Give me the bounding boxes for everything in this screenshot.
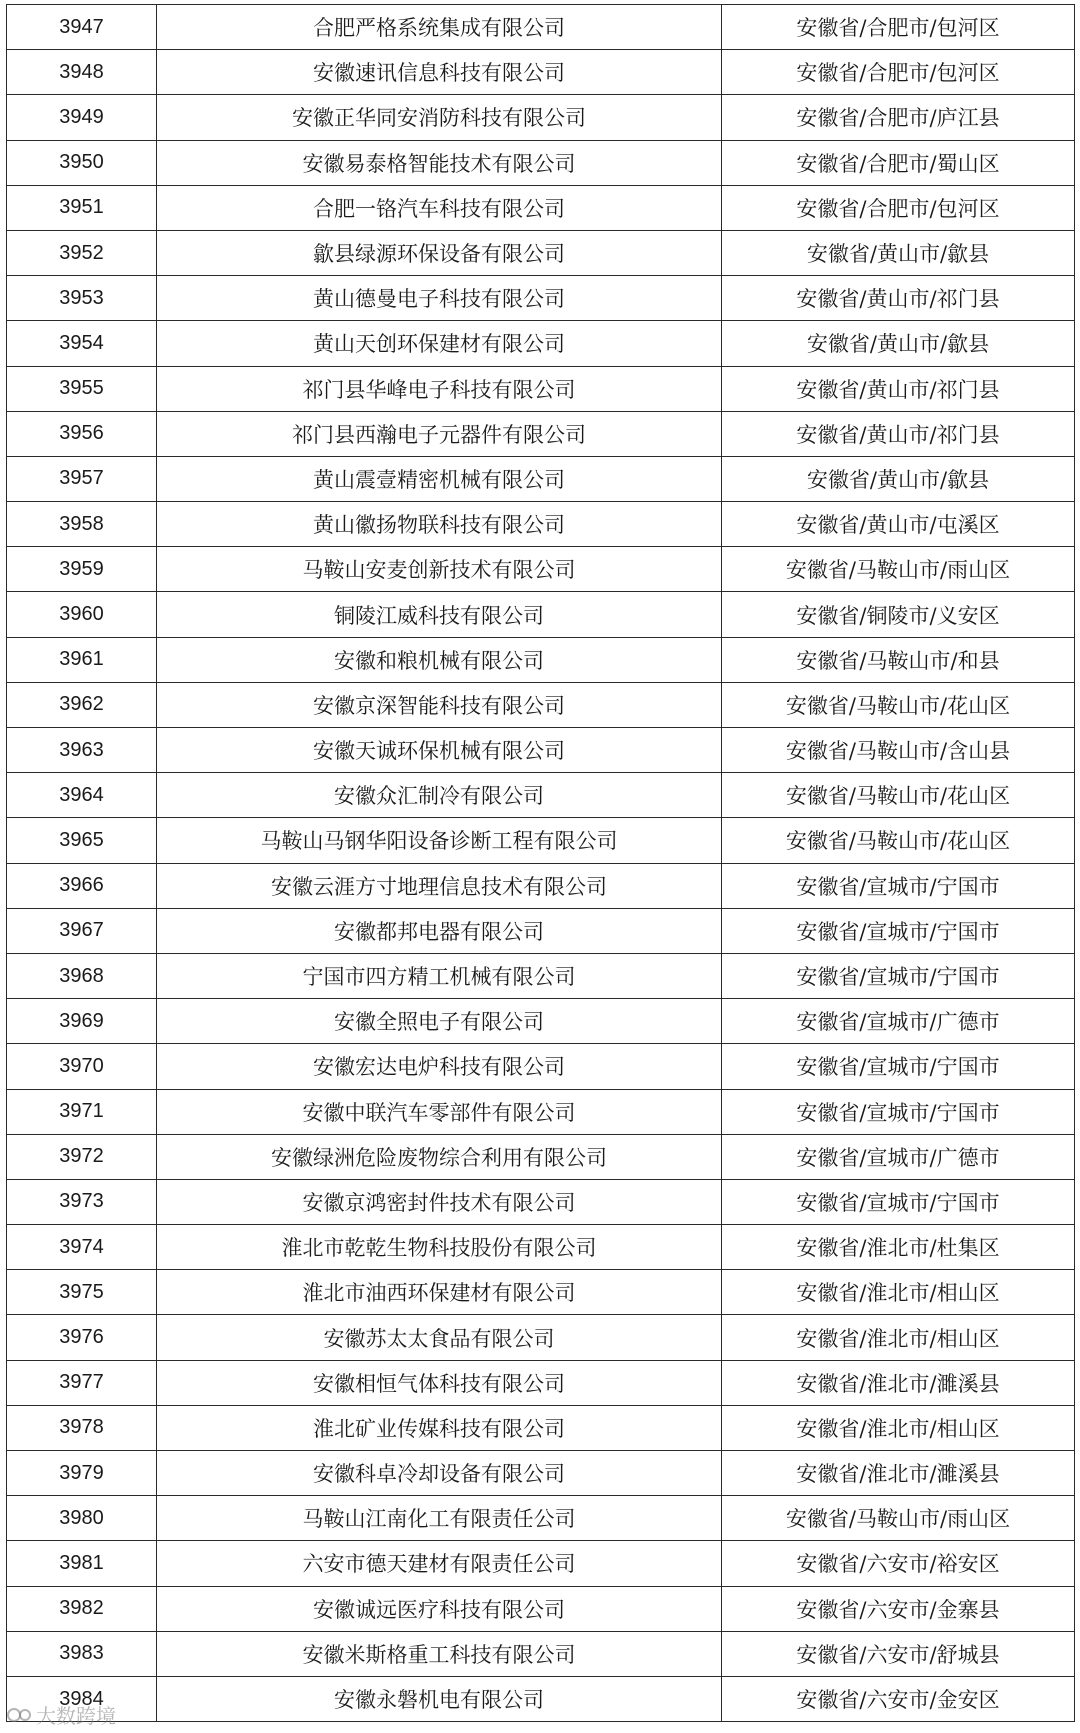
row-number-cell: 3966 (7, 863, 157, 908)
table-row (7, 185, 1075, 230)
table-row (7, 818, 1075, 863)
row-number-cell: 3947 (7, 5, 157, 50)
row-number-cell: 3973 (7, 1179, 157, 1224)
row-number-cell: 3963 (7, 728, 157, 773)
table-row (7, 1541, 1075, 1586)
company-name-cell: 马鞍山江南化工有限责任公司 (157, 1496, 722, 1541)
company-name-cell: 铜陵江威科技有限公司 (157, 592, 722, 637)
company-table (6, 4, 1075, 1722)
row-number-cell: 3952 (7, 230, 157, 275)
location-cell: 安徽省/马鞍山市/花山区 (722, 682, 1075, 727)
company-name-cell: 安徽正华同安消防科技有限公司 (157, 95, 722, 140)
company-name-cell: 宁国市四方精工机械有限公司 (157, 953, 722, 998)
company-name-cell: 安徽相恒气体科技有限公司 (157, 1360, 722, 1405)
company-name-cell: 安徽和粮机械有限公司 (157, 637, 722, 682)
row-number-cell: 3948 (7, 50, 157, 95)
table-row (7, 1360, 1075, 1405)
location-cell: 安徽省/淮北市/濉溪县 (722, 1451, 1075, 1496)
location-cell: 安徽省/黄山市/祁门县 (722, 276, 1075, 321)
table-row (7, 456, 1075, 501)
row-number-cell: 3980 (7, 1496, 157, 1541)
location-cell: 安徽省/宣城市/广德市 (722, 1134, 1075, 1179)
location-cell: 安徽省/合肥市/包河区 (722, 5, 1075, 50)
row-number-cell: 3959 (7, 547, 157, 592)
table-row (7, 1225, 1075, 1270)
location-cell: 安徽省/合肥市/包河区 (722, 50, 1075, 95)
table-row (7, 411, 1075, 456)
table-row (7, 502, 1075, 547)
table-row (7, 1586, 1075, 1631)
company-name-cell: 黄山震壹精密机械有限公司 (157, 456, 722, 501)
location-cell: 安徽省/合肥市/庐江县 (722, 95, 1075, 140)
table-row (7, 1451, 1075, 1496)
location-cell: 安徽省/马鞍山市/花山区 (722, 773, 1075, 818)
table-row (7, 1496, 1075, 1541)
row-number-cell: 3956 (7, 411, 157, 456)
table-row (7, 592, 1075, 637)
table-row (7, 1134, 1075, 1179)
row-number-cell: 3975 (7, 1270, 157, 1315)
table-row (7, 321, 1075, 366)
row-number-cell: 3951 (7, 185, 157, 230)
location-cell: 安徽省/宣城市/宁国市 (722, 863, 1075, 908)
company-name-cell: 马鞍山马钢华阳设备诊断工程有限公司 (157, 818, 722, 863)
table-row (7, 140, 1075, 185)
location-cell: 安徽省/宣城市/宁国市 (722, 1179, 1075, 1224)
location-cell: 安徽省/黄山市/歙县 (722, 321, 1075, 366)
company-name-cell: 安徽米斯格重工科技有限公司 (157, 1631, 722, 1676)
company-name-cell: 黄山徽扬物联科技有限公司 (157, 502, 722, 547)
location-cell: 安徽省/宣城市/广德市 (722, 999, 1075, 1044)
table-row (7, 999, 1075, 1044)
row-number-cell: 3970 (7, 1044, 157, 1089)
table-row (7, 5, 1075, 50)
company-name-cell: 安徽京鸿密封件技术有限公司 (157, 1179, 722, 1224)
table-row (7, 547, 1075, 592)
row-number-cell: 3954 (7, 321, 157, 366)
location-cell: 安徽省/马鞍山市/含山县 (722, 728, 1075, 773)
company-name-cell: 合肥一铬汽车科技有限公司 (157, 185, 722, 230)
row-number-cell: 3967 (7, 908, 157, 953)
company-name-cell: 歙县绿源环保设备有限公司 (157, 230, 722, 275)
table-row (7, 366, 1075, 411)
company-name-cell: 安徽科卓冷却设备有限公司 (157, 1451, 722, 1496)
company-name-cell: 安徽众汇制冷有限公司 (157, 773, 722, 818)
location-cell: 安徽省/马鞍山市/雨山区 (722, 1496, 1075, 1541)
row-number-cell: 3982 (7, 1586, 157, 1631)
row-number-cell: 3960 (7, 592, 157, 637)
company-name-cell: 淮北矿业传媒科技有限公司 (157, 1405, 722, 1450)
company-name-cell: 黄山德曼电子科技有限公司 (157, 276, 722, 321)
company-name-cell: 安徽宏达电炉科技有限公司 (157, 1044, 722, 1089)
company-name-cell: 祁门县华峰电子科技有限公司 (157, 366, 722, 411)
location-cell: 安徽省/淮北市/相山区 (722, 1270, 1075, 1315)
row-number-cell: 3950 (7, 140, 157, 185)
row-number-cell: 3978 (7, 1405, 157, 1450)
table-row (7, 863, 1075, 908)
company-name-cell: 安徽诚远医疗科技有限公司 (157, 1586, 722, 1631)
location-cell: 安徽省/合肥市/包河区 (722, 185, 1075, 230)
row-number-cell: 3964 (7, 773, 157, 818)
table-row (7, 1315, 1075, 1360)
row-number-cell: 3972 (7, 1134, 157, 1179)
location-cell: 安徽省/黄山市/屯溪区 (722, 502, 1075, 547)
location-cell: 安徽省/宣城市/宁国市 (722, 1044, 1075, 1089)
row-number-cell: 3979 (7, 1451, 157, 1496)
company-name-cell: 安徽中联汽车零部件有限公司 (157, 1089, 722, 1134)
location-cell: 安徽省/宣城市/宁国市 (722, 908, 1075, 953)
location-cell: 安徽省/马鞍山市/花山区 (722, 818, 1075, 863)
company-name-cell: 安徽都邦电器有限公司 (157, 908, 722, 953)
row-number-cell: 3976 (7, 1315, 157, 1360)
location-cell: 安徽省/马鞍山市/雨山区 (722, 547, 1075, 592)
table-row (7, 1676, 1075, 1721)
table-row (7, 230, 1075, 275)
location-cell: 安徽省/六安市/金寨县 (722, 1586, 1075, 1631)
row-number-cell: 3961 (7, 637, 157, 682)
company-name-cell: 安徽永磐机电有限公司 (157, 1676, 722, 1721)
location-cell: 安徽省/黄山市/祁门县 (722, 366, 1075, 411)
location-cell: 安徽省/淮北市/相山区 (722, 1405, 1075, 1450)
row-number-cell: 3981 (7, 1541, 157, 1586)
company-name-cell: 淮北市乾乾生物科技股份有限公司 (157, 1225, 722, 1270)
row-number-cell: 3953 (7, 276, 157, 321)
location-cell: 安徽省/黄山市/歙县 (722, 230, 1075, 275)
company-name-cell: 安徽易泰格智能技术有限公司 (157, 140, 722, 185)
location-cell: 安徽省/黄山市/歙县 (722, 456, 1075, 501)
company-name-cell: 淮北市油西环保建材有限公司 (157, 1270, 722, 1315)
row-number-cell: 3971 (7, 1089, 157, 1134)
company-name-cell: 祁门县西瀚电子元器件有限公司 (157, 411, 722, 456)
company-name-cell: 安徽全照电子有限公司 (157, 999, 722, 1044)
row-number-cell: 3969 (7, 999, 157, 1044)
table-row (7, 773, 1075, 818)
location-cell: 安徽省/黄山市/祁门县 (722, 411, 1075, 456)
location-cell: 安徽省/淮北市/杜集区 (722, 1225, 1075, 1270)
company-name-cell: 安徽绿洲危险废物综合利用有限公司 (157, 1134, 722, 1179)
table-row (7, 728, 1075, 773)
location-cell: 安徽省/宣城市/宁国市 (722, 953, 1075, 998)
table-row (7, 276, 1075, 321)
row-number-cell: 3955 (7, 366, 157, 411)
row-number-cell: 3977 (7, 1360, 157, 1405)
row-number-cell: 3957 (7, 456, 157, 501)
location-cell: 安徽省/六安市/裕安区 (722, 1541, 1075, 1586)
row-number-cell: 3962 (7, 682, 157, 727)
table-row (7, 637, 1075, 682)
table-row (7, 1044, 1075, 1089)
table-row (7, 682, 1075, 727)
company-name-cell: 黄山天创环保建材有限公司 (157, 321, 722, 366)
company-name-cell: 马鞍山安麦创新技术有限公司 (157, 547, 722, 592)
company-name-cell: 合肥严格系统集成有限公司 (157, 5, 722, 50)
table-row (7, 95, 1075, 140)
row-number-cell: 3968 (7, 953, 157, 998)
row-number-cell: 3984 (7, 1676, 157, 1721)
location-cell: 安徽省/淮北市/相山区 (722, 1315, 1075, 1360)
company-name-cell: 安徽天诚环保机械有限公司 (157, 728, 722, 773)
location-cell: 安徽省/马鞍山市/和县 (722, 637, 1075, 682)
table-row (7, 1631, 1075, 1676)
row-number-cell: 3958 (7, 502, 157, 547)
location-cell: 安徽省/六安市/金安区 (722, 1676, 1075, 1721)
table-row (7, 1179, 1075, 1224)
watermark-text: 大数跨境 (36, 1704, 116, 1728)
row-number-cell: 3949 (7, 95, 157, 140)
row-number-cell: 3965 (7, 818, 157, 863)
table-row (7, 908, 1075, 953)
location-cell: 安徽省/铜陵市/义安区 (722, 592, 1075, 637)
company-name-cell: 安徽云涯方寸地理信息技术有限公司 (157, 863, 722, 908)
row-number-cell: 3983 (7, 1631, 157, 1676)
table-row (7, 50, 1075, 95)
table-row (7, 953, 1075, 998)
location-cell: 安徽省/宣城市/宁国市 (722, 1089, 1075, 1134)
table-row (7, 1089, 1075, 1134)
table-row (7, 1405, 1075, 1450)
table-body (7, 5, 1075, 1722)
location-cell: 安徽省/合肥市/蜀山区 (722, 140, 1075, 185)
company-name-cell: 安徽京深智能科技有限公司 (157, 682, 722, 727)
company-name-cell: 安徽苏太太食品有限公司 (157, 1315, 722, 1360)
row-number-cell: 3974 (7, 1225, 157, 1270)
location-cell: 安徽省/六安市/舒城县 (722, 1631, 1075, 1676)
location-cell: 安徽省/淮北市/濉溪县 (722, 1360, 1075, 1405)
company-name-cell: 安徽速讯信息科技有限公司 (157, 50, 722, 95)
company-name-cell: 六安市德天建材有限责任公司 (157, 1541, 722, 1586)
table-row (7, 1270, 1075, 1315)
